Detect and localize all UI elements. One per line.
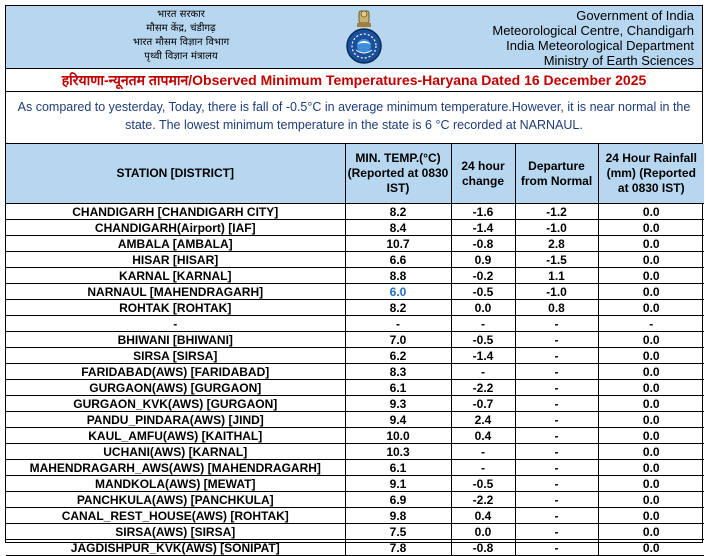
cell-change: -	[451, 316, 515, 332]
column-header-min-temp: MIN. TEMP.(°C) (Reported at 0830 IST)	[345, 144, 451, 204]
cell-station: CHANDIGARH [CHANDIGARH CITY]	[6, 204, 345, 220]
cell-departure: -1.0	[515, 220, 598, 236]
hindi-line: भारत सरकार	[157, 9, 205, 20]
cell-change: -0.8	[451, 540, 515, 556]
english-line: India Meteorological Department	[506, 38, 694, 53]
table-row	[6, 268, 704, 284]
cell-change: -1.4	[451, 348, 515, 364]
table-row	[6, 300, 704, 316]
cell-change: -2.2	[451, 492, 515, 508]
table-row	[6, 348, 704, 364]
cell-station: NARNAUL [MAHENDRAGARH]	[6, 284, 345, 300]
cell-min-temp: 10.7	[345, 236, 451, 252]
table-row	[6, 396, 704, 412]
report-title: हरियाणा-न्यूनतम तापमान/Observed Minimum Temperatures-Haryana Dated 16 December 2025	[6, 69, 702, 92]
cell-min-temp: 9.1	[345, 476, 451, 492]
cell-departure: 1.1	[515, 268, 598, 284]
cell-station: HISAR [HISAR]	[6, 252, 345, 268]
cell-rainfall: 0.0	[598, 220, 704, 236]
cell-rainfall: 0.0	[598, 460, 704, 476]
cell-change: -0.5	[451, 332, 515, 348]
cell-rainfall: 0.0	[598, 364, 704, 380]
table-row	[6, 460, 704, 476]
cell-station: PANCHKULA(AWS) [PANCHKULA]	[6, 492, 345, 508]
cell-min-temp: 7.0	[345, 332, 451, 348]
cell-rainfall: 0.0	[598, 380, 704, 396]
cell-change: -1.4	[451, 220, 515, 236]
cell-rainfall: 0.0	[598, 204, 704, 220]
cell-min-temp: 8.3	[345, 364, 451, 380]
cell-station: SIRSA [SIRSA]	[6, 348, 345, 364]
table-row	[6, 252, 704, 268]
cell-departure: -1.5	[515, 252, 598, 268]
english-line: Government of India	[576, 8, 694, 23]
cell-min-temp: 6.6	[345, 252, 451, 268]
table-row	[6, 508, 704, 524]
cell-rainfall: 0.0	[598, 412, 704, 428]
cell-rainfall: 0.0	[598, 428, 704, 444]
cell-departure: -	[515, 380, 598, 396]
cell-change: 0.4	[451, 428, 515, 444]
cell-departure: -	[515, 412, 598, 428]
cell-departure: -	[515, 348, 598, 364]
cell-departure: -	[515, 540, 598, 556]
cell-station: AMBALA [AMBALA]	[6, 236, 345, 252]
cell-rainfall: 0.0	[598, 540, 704, 556]
cell-rainfall: 0.0	[598, 508, 704, 524]
cell-station: BHIWANI [BHIWANI]	[6, 332, 345, 348]
table-row	[6, 412, 704, 428]
cell-rainfall: 0.0	[598, 332, 704, 348]
hindi-line: मौसम केंद्र, चंडीगढ़	[146, 23, 216, 34]
cell-departure: -	[515, 476, 598, 492]
hindi-line: पृथ्वी विज्ञान मंत्रालय	[144, 51, 218, 62]
cell-station: PANDU_PINDARA(AWS) [JIND]	[6, 412, 345, 428]
cell-min-temp: 6.0	[345, 284, 451, 300]
temperature-table	[6, 144, 704, 556]
cell-change: 2.4	[451, 412, 515, 428]
cell-change: -	[451, 460, 515, 476]
cell-station: GURGAON_KVK(AWS) [GURGAON]	[6, 396, 345, 412]
english-line: Meteorological Centre, Chandigarh	[492, 23, 694, 38]
cell-min-temp: 10.0	[345, 428, 451, 444]
cell-station: CANAL_REST_HOUSE(AWS) [ROHTAK]	[6, 508, 345, 524]
cell-station: UCHANI(AWS) [KARNAL]	[6, 444, 345, 460]
cell-departure: -1.0	[515, 284, 598, 300]
cell-change: -0.5	[451, 284, 515, 300]
table-header-row	[6, 144, 704, 204]
cell-min-temp: 8.2	[345, 204, 451, 220]
cell-rainfall: 0.0	[598, 252, 704, 268]
table-row	[6, 332, 704, 348]
table-row	[6, 476, 704, 492]
cell-change: -0.5	[451, 476, 515, 492]
cell-rainfall: 0.0	[598, 268, 704, 284]
table-row	[6, 524, 704, 540]
cell-min-temp: 9.8	[345, 508, 451, 524]
cell-min-temp: 6.9	[345, 492, 451, 508]
cell-station: MANDKOLA(AWS) [MEWAT]	[6, 476, 345, 492]
cell-departure: -	[515, 316, 598, 332]
table-row	[6, 380, 704, 396]
column-header-station: STATION [DISTRICT]	[6, 144, 345, 204]
table-row	[6, 204, 704, 220]
cell-departure: 2.8	[515, 236, 598, 252]
cell-min-temp: 7.8	[345, 540, 451, 556]
cell-min-temp: 6.1	[345, 380, 451, 396]
cell-station: MAHENDRAGARH_AWS(AWS) [MAHENDRAGARH]	[6, 460, 345, 476]
table-row	[6, 444, 704, 460]
table-row	[6, 364, 704, 380]
table-row	[6, 316, 704, 332]
cell-change: 0.0	[451, 524, 515, 540]
cell-station: KARNAL [KARNAL]	[6, 268, 345, 284]
hindi-line: भारत मौसम विज्ञान विभाग	[132, 37, 230, 48]
cell-station: KAUL_AMFU(AWS) [KAITHAL]	[6, 428, 345, 444]
cell-departure: -	[515, 428, 598, 444]
column-header-rainfall: 24 Hour Rainfall (mm) (Reported at 0830 IST)	[598, 144, 704, 204]
table-row	[6, 540, 704, 556]
cell-min-temp: 10.3	[345, 444, 451, 460]
summary-text: As compared to yesterday, Today, there is fall of -0.5°C in average minimum temperature.However, it is near normal in the state. The lowest minimum temperature in the state is 6 °C recorded at NARNAUL.	[6, 92, 702, 144]
cell-change: 0.0	[451, 300, 515, 316]
table-row	[6, 236, 704, 252]
column-header-24h-change: 24 hour change	[451, 144, 515, 204]
cell-rainfall: 0.0	[598, 284, 704, 300]
cell-departure: -	[515, 444, 598, 460]
cell-rainfall: 0.0	[598, 444, 704, 460]
cell-rainfall: 0.0	[598, 236, 704, 252]
cell-station: SIRSA(AWS) [SIRSA]	[6, 524, 345, 540]
cell-station: GURGAON(AWS) [GURGAON]	[6, 380, 345, 396]
cell-min-temp: -	[345, 316, 451, 332]
cell-change: -	[451, 444, 515, 460]
cell-change: -	[451, 364, 515, 380]
cell-min-temp: 8.8	[345, 268, 451, 284]
cell-departure: -	[515, 460, 598, 476]
column-header-departure: Departure from Normal	[515, 144, 598, 204]
cell-station: FARIDABAD(AWS) [FARIDABAD]	[6, 364, 345, 380]
cell-change: -0.2	[451, 268, 515, 284]
cell-change: -1.6	[451, 204, 515, 220]
cell-rainfall: 0.0	[598, 492, 704, 508]
cell-station: -	[6, 316, 345, 332]
cell-departure: -	[515, 508, 598, 524]
cell-change: -2.2	[451, 380, 515, 396]
cell-rainfall: 0.0	[598, 348, 704, 364]
english-line: Ministry of Earth Sciences	[543, 53, 694, 68]
report-sheet	[5, 5, 703, 555]
cell-departure: -	[515, 364, 598, 380]
cell-min-temp: 9.3	[345, 396, 451, 412]
cell-min-temp: 8.2	[345, 300, 451, 316]
table-row	[6, 428, 704, 444]
cell-min-temp: 8.4	[345, 220, 451, 236]
cell-change: 0.9	[451, 252, 515, 268]
cell-station: ROHTAK [ROHTAK]	[6, 300, 345, 316]
cell-station: CHANDIGARH(Airport) [IAF]	[6, 220, 345, 236]
cell-departure: -	[515, 492, 598, 508]
cell-station: JAGDISHPUR_KVK(AWS) [SONIPAT]	[6, 540, 345, 556]
cell-departure: -	[515, 332, 598, 348]
cell-rainfall: 0.0	[598, 396, 704, 412]
cell-change: -0.8	[451, 236, 515, 252]
table-body	[6, 204, 704, 556]
table-row	[6, 492, 704, 508]
cell-change: -0.7	[451, 396, 515, 412]
english-org-block	[434, 8, 694, 68]
cell-departure: -	[515, 396, 598, 412]
table-row	[6, 220, 704, 236]
cell-rainfall: 0.0	[598, 524, 704, 540]
cell-min-temp: 7.5	[345, 524, 451, 540]
cell-change: 0.4	[451, 508, 515, 524]
cell-min-temp: 6.1	[345, 460, 451, 476]
cell-rainfall: -	[598, 316, 704, 332]
cell-min-temp: 6.2	[345, 348, 451, 364]
table-row	[6, 284, 704, 300]
cell-rainfall: 0.0	[598, 476, 704, 492]
cell-departure: 0.8	[515, 300, 598, 316]
report-header	[6, 6, 702, 69]
cell-departure: -	[515, 524, 598, 540]
cell-min-temp: 9.4	[345, 412, 451, 428]
hindi-org-block	[86, 8, 276, 64]
cell-departure: -1.2	[515, 204, 598, 220]
national-emblem-icon	[344, 8, 384, 66]
cell-rainfall: 0.0	[598, 300, 704, 316]
